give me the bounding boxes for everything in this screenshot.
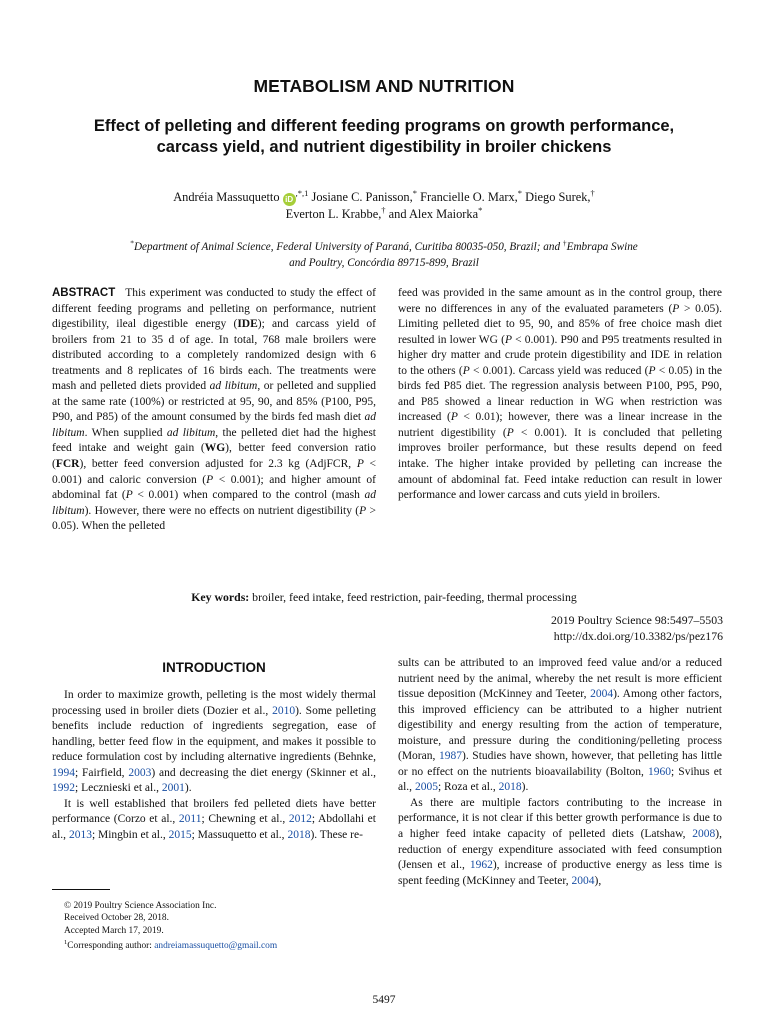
- footnotes: [64, 900, 384, 953]
- reference-link[interactable]: 1960: [648, 765, 672, 778]
- text-run: P: [356, 458, 364, 471]
- intro-paragraph: [52, 797, 376, 844]
- text-run: , or pelleted and supplied at the same rate (100%) or restricted at 95, 90, and 85% (P100, P95, P90, and P85) of the amount consumed by the birds fed mash diet: [52, 380, 376, 424]
- email-link[interactable]: andreiamassuquetto@gmail.com: [154, 941, 278, 952]
- text-run: < 0.001). Carcass yield was reduced (: [469, 364, 649, 377]
- text-run: ; Lecznieski et al.,: [75, 782, 162, 795]
- text-run: ). Among other factors, this improved efficiency can be attributed to a higher nutrient digestibility and energy resulting from the action of temperature, moisture, and pressure during the conditioning/pelleting process (Moran,: [398, 688, 722, 763]
- text-run: ; Massuquetto et al.,: [191, 828, 288, 841]
- reference-link[interactable]: 2018: [287, 828, 311, 841]
- page-number: 5497: [372, 994, 396, 1006]
- text-run: ad libitum: [209, 380, 258, 393]
- text-run: ; Chewning et al.,: [201, 813, 289, 826]
- text-run: > 0.05). When the pelleted: [52, 504, 376, 533]
- title-line-1: Effect of pelleting and different feeding programs on growth performance,: [93, 117, 675, 135]
- author-name: Andréia Massuquetto: [173, 190, 280, 204]
- text-run: feed was provided in the same amount as in the control group, there were no differences in any of the evaluated parameters (: [398, 287, 722, 315]
- text-run: This experiment was conducted to study the effect of different feeding programs and pelleting on performance, nutrient digestibility, ileal digestible energy (: [52, 287, 376, 331]
- abstract-label: ABSTRACT: [52, 287, 116, 299]
- reference-link[interactable]: 2012: [288, 813, 312, 826]
- section-heading: METABOLISM AND NUTRITION: [253, 76, 515, 96]
- text-run: ad libitum: [166, 426, 216, 439]
- text-run: P: [450, 411, 458, 424]
- abstract-paragraph: [398, 286, 722, 504]
- reference-link[interactable]: 2013: [68, 828, 92, 841]
- reference-link[interactable]: 2008: [692, 828, 716, 841]
- text-run: ; Svihus et al.,: [398, 765, 723, 794]
- affil-text: Department of Animal Science, Federal University of Paraná, Curitiba 80035-050, Brazil; and: [133, 241, 563, 253]
- reference-link[interactable]: 1992: [52, 782, 75, 795]
- text-run: P: [125, 489, 133, 502]
- text-run: sults can be attributed to an improved feed value and/or a reduced nutrient need by the animal, whereby the net result is more efficient tissue deposition (McKinney and Teeter,: [398, 657, 722, 701]
- text-run: ). However, there were no effects on nutrient digestibility (: [84, 504, 360, 517]
- text-run: Corresponding author:: [67, 941, 155, 952]
- text-run: IDE: [237, 318, 258, 331]
- copyright-note: © 2019 Poultry Science Association Inc.: [64, 901, 217, 911]
- reference-link[interactable]: 2004: [590, 688, 614, 701]
- text-run: . When supplied: [84, 426, 167, 439]
- text-run: FCR: [55, 458, 80, 471]
- keywords: [0, 590, 768, 605]
- reference-link[interactable]: 2005: [414, 781, 438, 794]
- text-run: ad libitum: [52, 489, 376, 517]
- introduction-right-column: [398, 656, 722, 889]
- title-line-2: carcass yield, and nutrient digestibility in broiler chickens: [156, 138, 612, 156]
- text-run: P: [504, 333, 512, 346]
- reference-link[interactable]: 2011: [178, 813, 202, 826]
- author-mark: *: [478, 204, 483, 215]
- text-run: P: [648, 364, 656, 377]
- author-name: Josiane C. Panisson,: [308, 190, 413, 204]
- text-run: P: [506, 426, 514, 439]
- citation: [551, 612, 723, 644]
- author-mark: *: [517, 187, 523, 198]
- author-name: Everton L. Krabbe,: [285, 207, 382, 221]
- introduction-heading: INTRODUCTION: [162, 660, 266, 675]
- received-date: Received October 28, 2018.: [64, 913, 169, 924]
- text-run: ); and carcass yield of broilers from 21 to 35 d of age. In total, 768 male broilers were distributed according to a completely randomized design with 6 treatments and 8 replicates of 16 birds each. The treatments were mash and pelleted diets provided: [52, 318, 376, 393]
- author-list: [60, 189, 708, 223]
- text-run: < 0.001). P90 and P95 treatments resulted in higher dry matter and crude protein digestibility and IDE in relation to the others (: [398, 333, 722, 377]
- keywords-text: broiler, feed intake, feed restriction, pair-feeding, thermal processing: [249, 590, 577, 604]
- affil-text: and Poultry, Concórdia 89715-899, Brazil: [289, 257, 479, 269]
- text-run: < 0.001) and caloric conversion (: [52, 458, 376, 486]
- abstract-right-column: [398, 286, 722, 504]
- text-run: In order to maximize growth, pelleting is the most widely thermal processing used in broiler diets (Dozier et al.,: [52, 689, 376, 717]
- author-name: Diego Surek,: [522, 190, 591, 204]
- text-run: ). These re-: [310, 828, 363, 841]
- text-run: < 0.001) when compared to the control (mash: [132, 489, 365, 502]
- affil-text: Embrapa Swine: [566, 241, 638, 253]
- text-run: < 0.001); and higher amount of abdominal fat (: [52, 473, 376, 502]
- reference-link[interactable]: 1987: [438, 750, 462, 763]
- text-run: ). Studies have shown, however, that pelleting has little or no effect on the nutrients bioavailability (Bolton,: [398, 750, 722, 778]
- text-run: ), better feed conversion ratio (: [52, 442, 376, 471]
- text-run: P: [462, 364, 470, 377]
- text-run: 1: [64, 939, 68, 947]
- introduction-left-column: [52, 688, 376, 843]
- text-run: ). Some pelleting benefits include reduction of ingredients segregation, ease of handling, better feed flow in the equipment, and makes it possible to reduce formulation cost by including alternative ingredients (Behnke,: [52, 704, 376, 764]
- author-name: and Alex Maiorka: [385, 207, 479, 221]
- text-run: ; Mingbin et al.,: [91, 828, 169, 841]
- text-run: ), better feed conversion adjusted for 2.3 kg (AdjFCR,: [79, 458, 357, 471]
- journal-citation: 2019 Poultry Science 98:5497–5503: [550, 613, 723, 627]
- text-run: ),: [594, 874, 602, 887]
- text-run: , the pelleted diet had the highest feed intake and weight gain (: [52, 426, 376, 455]
- text-run: P: [359, 504, 367, 517]
- paper-title: [40, 116, 728, 158]
- text-run: > 0.05). Limiting pelleted diet to 95, 90, and 85% of free choice mash diet resulted in lower WG (: [398, 302, 722, 346]
- text-run: ad libitum: [52, 411, 376, 439]
- text-run: ).: [521, 781, 529, 794]
- intro-paragraph: [398, 656, 722, 796]
- author-mark: †: [590, 187, 595, 198]
- affil-mark: *: [130, 238, 134, 248]
- text-run: P: [672, 302, 680, 315]
- intro-paragraph: [398, 796, 722, 889]
- reference-link[interactable]: 2010: [272, 704, 296, 717]
- affil-mark: †: [562, 238, 567, 248]
- text-run: ; Fairfield,: [75, 766, 129, 779]
- doi-link[interactable]: http://dx.doi.org/10.3382/ps/pez176: [553, 629, 723, 643]
- author-mark: †: [381, 204, 386, 215]
- text-run: ).: [184, 782, 192, 795]
- corresponding-author: [64, 937, 384, 953]
- text-run: P: [206, 473, 214, 486]
- text-run: ), increase of productive energy as less time is spent feeding (McKinney and Teeter,: [398, 859, 722, 887]
- text-run: ; Abdollahi et al.,: [52, 813, 376, 841]
- text-run: As there are multiple factors contributing to the increase in performance, it is not clear if this better growth performance is due to a higher feed intake capacity of pelleted diets (Latshaw,: [398, 796, 722, 841]
- reference-link[interactable]: 1994: [52, 766, 75, 779]
- reference-link[interactable]: 2004: [571, 874, 595, 887]
- reference-link[interactable]: 1962: [469, 859, 493, 872]
- text-run: WG: [204, 442, 226, 455]
- reference-link[interactable]: 2015: [168, 828, 192, 841]
- keywords-label: Key words:: [191, 590, 250, 604]
- accepted-date: Accepted March 17, 2019.: [64, 925, 164, 936]
- affiliations: [44, 239, 724, 271]
- author-mark: ,*,1: [295, 187, 309, 198]
- abstract-paragraph: [52, 286, 376, 535]
- text-run: < 0.01); however, there was a linear increase in the nutrient digestibility (: [398, 411, 722, 439]
- reference-link[interactable]: 2003: [128, 766, 152, 779]
- author-name: Francielle O. Marx,: [416, 190, 518, 204]
- author-mark: *: [412, 187, 417, 198]
- footnote-divider: [52, 889, 110, 890]
- reference-link[interactable]: 2001: [161, 782, 185, 795]
- reference-link[interactable]: 2018: [498, 781, 522, 794]
- text-run: ) and decreasing the diet energy (Skinner et al.,: [151, 766, 376, 779]
- orcid-icon[interactable]: iD: [283, 193, 296, 206]
- text-run: ), reduction of energy expenditure associated with feed consumption (Jensen et al.,: [398, 828, 722, 872]
- text-run: < 0.05) in the birds fed P85 diet. The regression analysis between P100, P95, P90, and P85 showed a linear reduction in WG when restriction was increased (: [398, 364, 723, 424]
- text-run: ; Roza et al.,: [437, 781, 499, 794]
- intro-paragraph: [52, 688, 376, 797]
- abstract-left-column: [52, 286, 376, 535]
- text-run: < 0.001). It is concluded that pelleting improves broiler performance, but these results depend on feed intake. The higher intake provided by pelleting can increase the amount of abdominal fat. Feed intake reduction can result in lower performance and lower carcass and cuts yield in broilers.: [398, 426, 722, 502]
- text-run: It is well established that broilers fed pelleted diets have better performance (Corzo et al.,: [52, 797, 376, 826]
